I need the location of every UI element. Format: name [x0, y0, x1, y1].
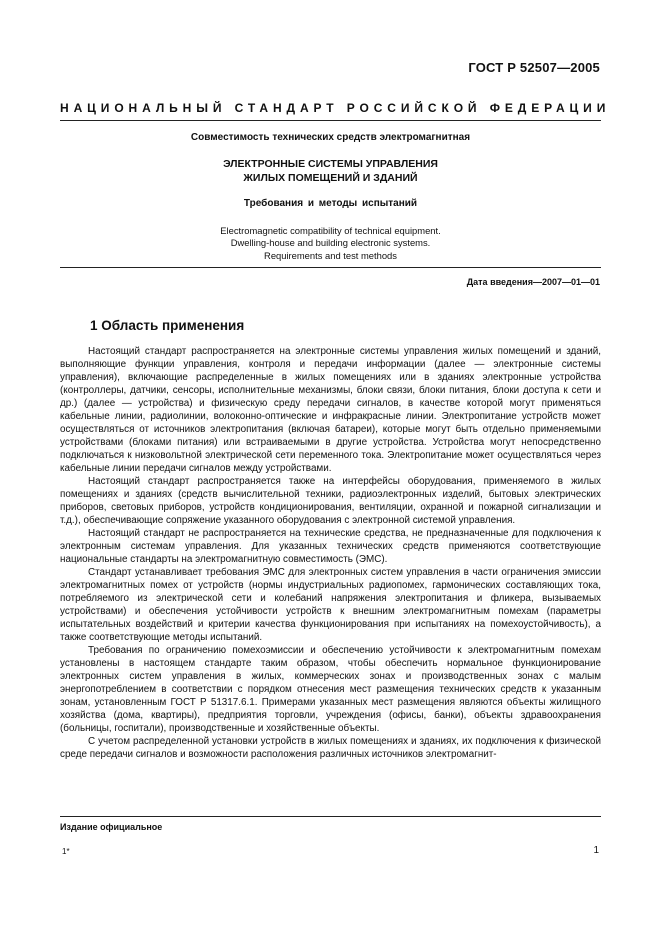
english-title-line-3: Requirements and test methods — [264, 249, 397, 261]
compatibility-title: Совместимость технических средств электромагнитная — [190, 132, 471, 143]
paragraph: Настоящий стандарт распространяется также на интерфейсы оборудования, применяемого в жилых помещениях и зданиях (средств вычислительной техники, радиоэлектронных изделий, бытовых электрических приборов, световых приборов, устройств кондиционирования, вентиляции, охранной и пожарной сигнализации и т.д.), обеспечивающие сопряжение указанного оборудования с электронной системой управления. — [60, 476, 601, 526]
title-divider — [60, 267, 601, 268]
paragraph: Требования по ограничению помехоэмиссии и обеспечению устойчивости к электромагнитным помехам установлены в настоящем стандарте таким образом, чтобы обеспечить нормальное функционирование электронных систем управления в жилых, коммерческих зонах и производственных зонах с малым энергопотреблением в соответствии с порядком отнесения мест размещения технических средств к указанным зонам, установленным ГОСТ Р 51317.6.1. Примерами указанных мест размещения являются объекты жилищного хозяйства (дома, квартиры), предприятия торговли, учреждения (офисы, банки), объекты здравоохранения (больницы, госпитали), производственные и хозяйственные объекты. — [60, 645, 601, 734]
paragraph: Настоящий стандарт не распространяется на технические средства, не предназначенные для подключения к электронным системам управления. Для указанных технических средств применяются соответствующие национальные стандарты на электромагнитную совместимость (ЭМС). — [60, 528, 601, 565]
header-divider — [60, 120, 601, 121]
main-title — [60, 157, 601, 185]
section-body — [60, 345, 601, 761]
english-title-line-1: Electromagnetic compatibility of technical equipment. — [220, 225, 441, 236]
standard-number: ГОСТ Р 52507—2005 — [468, 60, 600, 75]
national-standard-banner: НАЦИОНАЛЬНЫЙ СТАНДАРТ РОССИЙСКОЙ ФЕДЕРАЦИИ — [60, 101, 611, 115]
english-title-line-2: Dwelling-house and building electronic systems. — [230, 237, 431, 249]
paragraph: Стандарт устанавливает требования ЭМС для электронных систем управления в части ограничения эмиссии электромагнитных помех от устройств (нормы индустриальных радиопомех, гармонических составляющих тока, потребляемого из электрической сети и колебаний напряжения электропитания и фликера, вызываемых устройствами) и обеспечения устойчивости устройств к внешним электромагнитным помехам (параметры испытательных воздействий и критерии качества функционирования при испытаниях на помехоустойчивость), а также соответствующие методы испытаний. — [60, 567, 601, 643]
paragraph: Настоящий стандарт распространяется на электронные системы управления жилых помещений и зданий, выполняющие функции управления, контроля и передачи информации (далее — электронные системы управления), включающие распределенные в жилых помещениях или в зданиях электронные устройства (контроллеры, датчики, сенсоры, исполнительные механизмы, блоки связи, блоки питания, блоки доступа к сети и др.) (далее — устройства) и физическую среду передачи сигналов, в качестве которой могут применяться кабельные линии, радиолинии, волоконно-оптические и инфракрасные линии. Электропитание устройств может осуществляться от источников электропитания (включая батареи), которые могут быть отдельно применяемыми устройствами (блоками питания) или встраиваемыми в другие устройства. Устройства могут непосредственно подключаться к низковольтной электрической сети переменного тока. Электропитание может осуществляться через кабельные линии передачи сигналов между устройствами. — [60, 346, 601, 474]
section-heading: 1 Область применения — [90, 318, 245, 333]
english-title — [60, 225, 601, 262]
page-number: 1 — [593, 845, 599, 856]
main-title-line-1: ЭЛЕКТРОННЫЕ СИСТЕМЫ УПРАВЛЕНИЯ — [223, 158, 438, 170]
subtitle: Требования и методы испытаний — [243, 198, 418, 209]
main-title-line-2: ЖИЛЫХ ПОМЕЩЕНИЙ И ЗДАНИЙ — [243, 172, 418, 184]
footer-divider — [60, 816, 601, 817]
introduction-date: Дата введения—2007—01—01 — [466, 277, 600, 287]
sheet-mark: 1* — [62, 847, 70, 856]
paragraph: С учетом распределенной установки устройств в жилых помещениях и зданиях, их подключения к физической среде передачи сигналов и возможности расположения различных источников электромагнит- — [60, 736, 601, 760]
edition-label: Издание официальное — [60, 822, 163, 832]
